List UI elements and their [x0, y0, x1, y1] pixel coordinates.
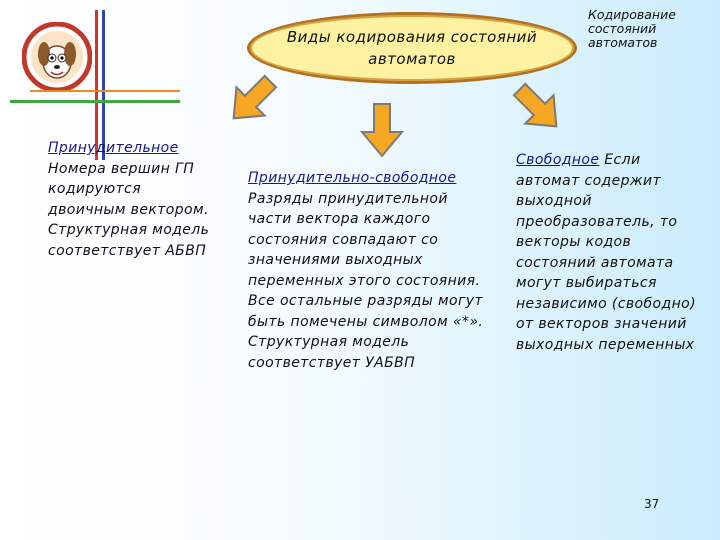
title-oval	[247, 12, 577, 84]
arrow-down-icon	[352, 100, 412, 160]
heading-forced-free: Принудительно-свободное	[248, 170, 457, 186]
decor-line-orange	[30, 90, 180, 92]
heading-free: Свободное	[516, 152, 600, 168]
dog-logo-icon	[22, 22, 92, 92]
corner-title: Кодирование состояний автоматов	[588, 7, 676, 50]
body-free: Если автомат содержит выходной преобразователь, то векторы кодов состояний автомата могут выбираться независимо (свободно) от векторов значений выходных переменных	[516, 152, 696, 353]
body-forced-free: Разряды принудительной части вектора каждого состояния совпадают со значениями выходных переменных этого состояния. Все остальные разряды могут быть помечены символом «*». Структурная модель соответствует УАБВП	[248, 190, 484, 371]
page-number: 37	[644, 497, 660, 511]
body-forced: Номера вершин ГП кодируются двоичным вектором. Структурная модель соответствует АБВП	[48, 160, 210, 259]
slide-title: Виды кодирования состояний автоматов	[286, 28, 538, 68]
heading-forced: Принудительное	[48, 140, 179, 156]
column-forced	[48, 138, 218, 261]
decor-line-green	[10, 100, 180, 103]
arrow-down-right-icon	[508, 78, 568, 138]
column-forced-free	[248, 168, 488, 373]
arrow-down-left-icon	[222, 70, 282, 130]
column-free	[516, 150, 706, 355]
